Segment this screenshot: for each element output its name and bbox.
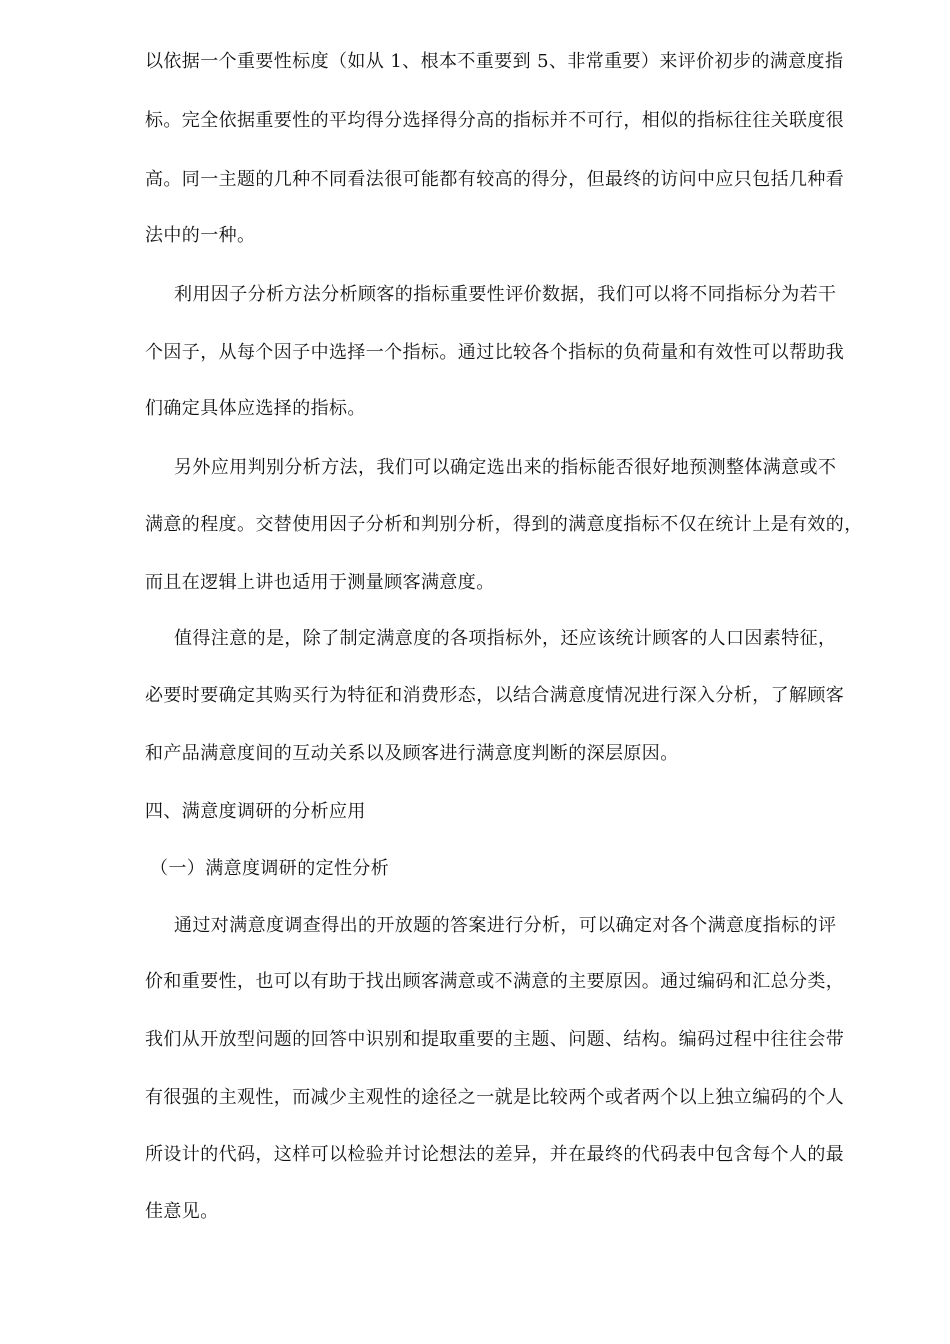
paragraph-first-line: 通过对满意度调查得出的开放题的答案进行分析，可以确定对各个满意度指标的评: [174, 915, 837, 936]
text-line: 以依据一个重要性标度（如从 1、根本不重要到 5、非常重要）来评价初步的满意度指: [145, 51, 844, 72]
text-line: 而且在逻辑上讲也适用于测量顾客满意度。: [145, 572, 495, 593]
text-line: 们确定具体应选择的指标。: [145, 398, 366, 419]
text-line: 必要时要确定其购买行为特征和消费形态，以结合满意度情况进行深入分析，了解顾客: [145, 685, 845, 706]
text-line: 法中的一种。: [145, 225, 256, 246]
paragraph-first-line: 值得注意的是，除了制定满意度的各项指标外，还应该统计顾客的人口因素特征，: [174, 628, 837, 649]
subsection-heading: （一）满意度调研的定性分析: [150, 858, 390, 879]
text-line: 标。完全依据重要性的平均得分选择得分高的指标并不可行，相似的指标往往关联度很: [145, 110, 845, 131]
text-line: 满意的程度。交替使用因子分析和判别分析，得到的满意度指标不仅在统计上是有效的，: [145, 514, 863, 535]
text-line: 我们从开放型问题的回答中识别和提取重要的主题、问题、结构。编码过程中往往会带: [145, 1029, 845, 1050]
text-line: 价和重要性，也可以有助于找出顾客满意或不满意的主要原因。通过编码和汇总分类，: [145, 971, 845, 992]
text-line: 和产品满意度间的互动关系以及顾客进行满意度判断的深层原因。: [145, 743, 679, 764]
paragraph-first-line: 另外应用判别分析方法，我们可以确定选出来的指标能否很好地预测整体满意或不: [174, 457, 837, 478]
text-line: 个因子，从每个因子中选择一个指标。通过比较各个指标的负荷量和有效性可以帮助我: [145, 342, 845, 363]
text-line: 有很强的主观性，而减少主观性的途径之一就是比较两个或者两个以上独立编码的个人: [145, 1087, 845, 1108]
paragraph-first-line: 利用因子分析方法分析顾客的指标重要性评价数据，我们可以将不同指标分为若干: [174, 284, 837, 305]
text-line: 所设计的代码，这样可以检验并讨论想法的差异，并在最终的代码表中包含每个人的最: [145, 1144, 845, 1165]
section-heading: 四、满意度调研的分析应用: [145, 801, 366, 822]
text-line: 佳意见。: [145, 1201, 219, 1222]
text-line: 高。同一主题的几种不同看法很可能都有较高的得分，但最终的访问中应只包括几种看: [145, 169, 845, 190]
